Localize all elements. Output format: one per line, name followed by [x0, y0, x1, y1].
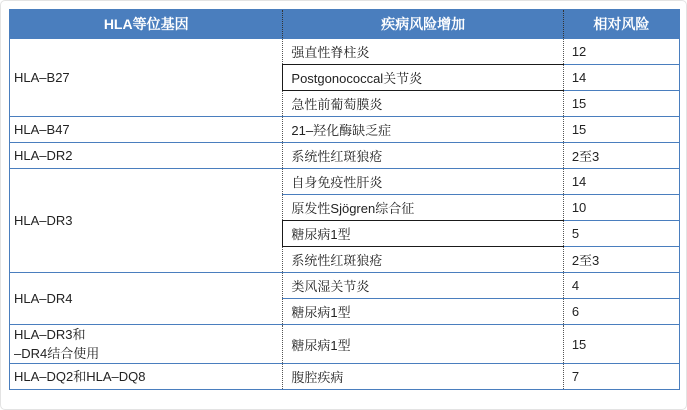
risk-value-cell: 2至3 — [563, 247, 679, 273]
disease-cell: 强直性脊柱炎 — [283, 39, 563, 65]
risk-value-cell: 4 — [563, 273, 679, 299]
disease-cell: 腹腔疾病 — [283, 364, 563, 390]
table-row — [10, 325, 680, 364]
disease-cell: 急性前葡萄膜炎 — [283, 91, 563, 117]
table-row — [10, 39, 680, 65]
allele-cell: HLA–DR3 — [10, 169, 283, 273]
risk-value-cell: 15 — [563, 117, 679, 143]
allele-cell: HLA–DR3和 –DR4结合使用 — [10, 325, 283, 364]
header-disease-risk: 疾病风险增加 — [283, 10, 563, 39]
header-hla-allele: HLA等位基因 — [10, 10, 283, 39]
table-row — [10, 273, 680, 299]
header-row — [10, 10, 680, 39]
allele-cell: HLA–B47 — [10, 117, 283, 143]
allele-cell: HLA–DR4 — [10, 273, 283, 325]
table-row — [10, 117, 680, 143]
allele-cell: HLA–DR2 — [10, 143, 283, 169]
table-body — [10, 39, 680, 390]
risk-value-cell: 6 — [563, 299, 679, 325]
risk-value-cell: 10 — [563, 195, 679, 221]
risk-value-cell: 14 — [563, 169, 679, 195]
hla-table — [9, 9, 680, 390]
allele-cell: HLA–B27 — [10, 39, 283, 117]
risk-value-cell: 7 — [563, 364, 679, 390]
table-row — [10, 364, 680, 390]
risk-value-cell: 15 — [563, 91, 679, 117]
risk-value-cell: 14 — [563, 65, 679, 91]
disease-cell: 系统性红斑狼疮 — [283, 143, 563, 169]
header-relative-risk: 相对风险 — [563, 10, 679, 39]
allele-cell: HLA–DQ2和HLA–DQ8 — [10, 364, 283, 390]
risk-value-cell: 5 — [563, 221, 679, 247]
disease-cell: 21–羟化酶缺乏症 — [283, 117, 563, 143]
disease-cell: 原发性Sjögren综合征 — [283, 195, 563, 221]
disease-cell: 类风湿关节炎 — [283, 273, 563, 299]
disease-cell: 自身免疫性肝炎 — [283, 169, 563, 195]
disease-cell: 糖尿病1型 — [283, 299, 563, 325]
disease-cell: 糖尿病1型 — [283, 325, 563, 364]
disease-cell: 系统性红斑狼疮 — [283, 247, 563, 273]
risk-value-cell: 12 — [563, 39, 679, 65]
risk-value-cell: 2至3 — [563, 143, 679, 169]
disease-cell: Postgonococcal关节炎 — [283, 65, 563, 91]
disease-cell: 糖尿病1型 — [283, 221, 563, 247]
table-row — [10, 143, 680, 169]
risk-value-cell: 15 — [563, 325, 679, 364]
table-row — [10, 169, 680, 195]
